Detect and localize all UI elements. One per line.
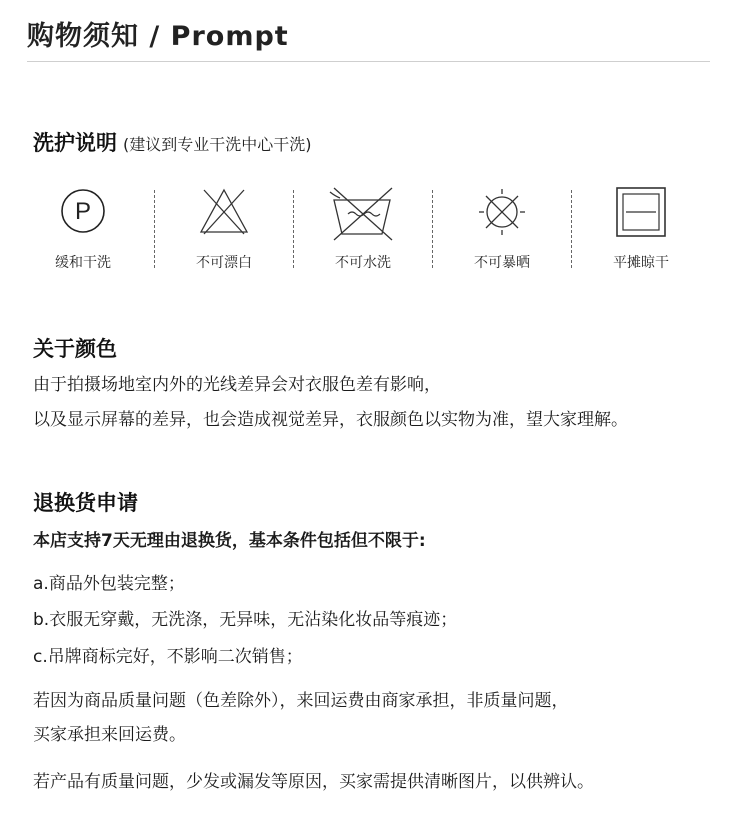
color-line: 以及显示屏幕的差异，也会造成视觉差异，衣服颜色以实物为准，望大家理解。 — [33, 410, 628, 430]
svg-text:P: P — [74, 198, 92, 225]
color-heading: 关于颜色 — [33, 337, 117, 361]
care-heading — [33, 127, 312, 157]
care-item-no-bleach — [155, 186, 293, 274]
shipping-line: 若因为商品质量问题（色差除外），来回运费由商家承担，非质量问题， — [33, 691, 569, 711]
care-note: (建议到专业干洗中心干洗) — [123, 135, 312, 154]
care-symbols-row — [14, 186, 714, 274]
care-item-no-sun — [433, 186, 571, 274]
no-bleach-icon — [194, 186, 254, 246]
care-label: 不可水洗 — [335, 255, 391, 271]
quality-note: 若产品有质量问题，少发或漏发等原因，买家需提供清晰图片，以供辨认。 — [33, 772, 594, 792]
care-item-no-wash — [294, 186, 432, 274]
no-wash-icon — [328, 186, 398, 246]
dry-flat-icon — [611, 186, 671, 246]
shipping-line: 买家承担来回运费。 — [33, 725, 186, 745]
care-label: 缓和干洗 — [55, 255, 111, 271]
returns-condition: c.吊牌商标完好，不影响二次销售； — [33, 647, 303, 667]
returns-condition: b.衣服无穿戴，无洗涤，无异味，无沾染化妆品等痕迹； — [33, 610, 458, 630]
care-label: 不可暴晒 — [474, 255, 530, 271]
care-label: 平摊晾干 — [613, 255, 669, 271]
dry-clean-p-icon — [53, 186, 113, 246]
color-line: 由于拍摄场地室内外的光线差异会对衣服色差有影响， — [33, 375, 441, 395]
care-item-dry-clean — [14, 186, 152, 274]
returns-heading: 退换货申请 — [33, 491, 138, 515]
returns-intro: 本店支持7天无理由退换货，基本条件包括但不限于: — [33, 531, 426, 551]
care-heading-text: 洗护说明 — [33, 131, 117, 155]
no-sun-icon — [472, 186, 532, 246]
title-divider — [27, 61, 710, 62]
returns-condition: a.商品外包装完整； — [33, 574, 185, 594]
page-title: 购物须知 / Prompt — [27, 21, 289, 52]
care-label: 不可漂白 — [196, 255, 252, 271]
care-item-dry-flat — [572, 186, 710, 274]
